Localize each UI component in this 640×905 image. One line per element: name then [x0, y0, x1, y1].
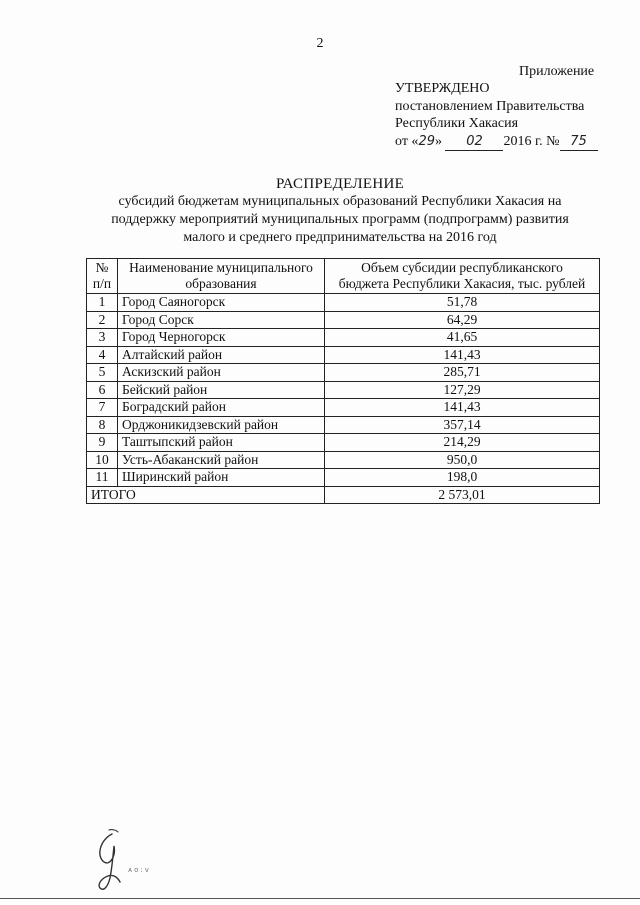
date-day: 29 [418, 133, 435, 149]
row-num: 8 [87, 416, 118, 434]
row-num: 6 [87, 381, 118, 399]
header-value [325, 259, 600, 294]
signature-mark: ᴀᴏ:ᴠ [128, 866, 151, 874]
row-value: 285,71 [325, 364, 600, 382]
table-row [87, 381, 600, 399]
document-title [90, 175, 590, 247]
title-line-3: малого и среднего предпринимательства на 2016 год [183, 230, 497, 245]
row-value: 214,29 [325, 434, 600, 452]
row-value: 64,29 [325, 311, 600, 329]
table-row [87, 329, 600, 347]
row-name: Алтайский район [118, 346, 325, 364]
page-number: 2 [316, 36, 324, 51]
row-num: 1 [87, 294, 118, 312]
approved-label: УТВЕРЖДЕНО [395, 81, 490, 96]
row-value: 141,43 [325, 346, 600, 364]
date-prefix: от « [395, 133, 419, 149]
date-month: 02 [445, 133, 503, 152]
header-num-line-1: № [95, 260, 109, 275]
table-row [87, 451, 600, 469]
scan-edge-line [0, 898, 640, 899]
table-row [87, 469, 600, 487]
row-num: 11 [87, 469, 118, 487]
header-num [87, 259, 118, 294]
row-num: 4 [87, 346, 118, 364]
row-value: 141,43 [325, 399, 600, 417]
appendix-label: Приложение [519, 64, 595, 79]
row-num: 3 [87, 329, 118, 347]
row-name: Орджоникидзевский район [118, 416, 325, 434]
row-name: Ширинский район [118, 469, 325, 487]
row-value: 41,65 [325, 329, 600, 347]
number-prefix: № [546, 133, 560, 149]
subsidies-table [86, 258, 600, 504]
approval-line-1: постановлением Правительства [395, 98, 585, 114]
row-name: Таштыпский район [118, 434, 325, 452]
table-row [87, 311, 600, 329]
table-row [87, 346, 600, 364]
row-name: Аскизский район [118, 364, 325, 382]
approval-block [395, 80, 598, 151]
header-name-line-2: образования [185, 276, 257, 291]
row-num: 7 [87, 399, 118, 417]
table-row [87, 434, 600, 452]
row-name: Город Черногорск [118, 329, 325, 347]
total-value: 2 573,01 [325, 486, 600, 504]
row-name: Усть-Абаканский район [118, 451, 325, 469]
document-number: 75 [560, 133, 598, 152]
date-mid: » [434, 133, 442, 149]
table-header-row [87, 259, 600, 294]
title-line-1: субсидий бюджетам муниципальных образований Республики Хакасия на [118, 194, 562, 209]
table-row [87, 294, 600, 312]
row-value: 198,0 [325, 469, 600, 487]
header-name [118, 259, 325, 294]
header-name-line-1: Наименование муниципального [129, 260, 313, 275]
table-row [87, 364, 600, 382]
row-num: 2 [87, 311, 118, 329]
table-total-row [87, 486, 600, 504]
row-name: Боградский район [118, 399, 325, 417]
row-name: Бейский район [118, 381, 325, 399]
row-value: 51,78 [325, 294, 600, 312]
handwritten-signature [82, 826, 162, 896]
title-heading: РАСПРЕДЕЛЕНИЕ [275, 176, 405, 192]
header-value-line-1: Объем субсидии республиканского [361, 260, 563, 275]
row-value: 357,14 [325, 416, 600, 434]
approval-line-2: Республики Хакасия [395, 116, 519, 131]
row-value: 950,0 [325, 451, 600, 469]
total-label: ИТОГО [87, 486, 325, 504]
row-value: 127,29 [325, 381, 600, 399]
approval-date-line [395, 133, 598, 152]
date-year: 2016 г. [503, 133, 543, 149]
table-row [87, 416, 600, 434]
header-num-line-2: п/п [92, 276, 112, 291]
row-num: 10 [87, 451, 118, 469]
title-line-2: поддержку мероприятий муниципальных программ (подпрограмм) развития [111, 212, 569, 227]
row-num: 9 [87, 434, 118, 452]
row-name: Город Саяногорск [118, 294, 325, 312]
table-row [87, 399, 600, 417]
row-name: Город Сорск [118, 311, 325, 329]
row-num: 5 [87, 364, 118, 382]
header-value-line-2: бюджета Республики Хакасия, тыс. рублей [338, 276, 586, 291]
